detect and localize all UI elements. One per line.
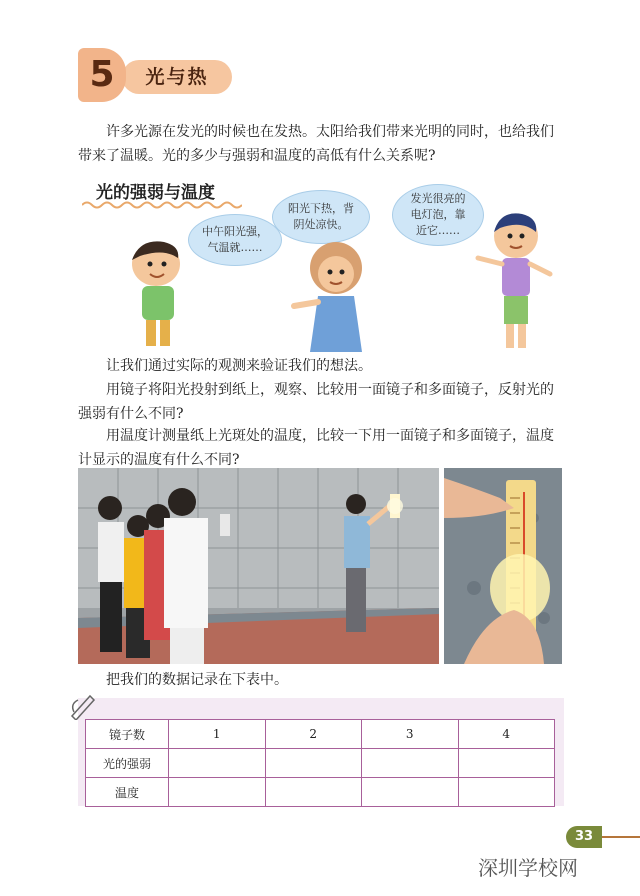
bubble-middle-line-2: 阴处凉快。 bbox=[293, 218, 349, 231]
watermark: 深圳学校网 bbox=[478, 856, 578, 880]
table-cell bbox=[362, 778, 459, 807]
paragraph-1: 让我们通过实际的观测来验证我们的想法。 bbox=[106, 358, 372, 374]
table-col-3: 3 bbox=[362, 720, 459, 749]
bubble-middle-line-1: 阳光下热，背 bbox=[288, 202, 354, 215]
intro-line-2: 带来了温暖。光的多少与强弱和温度的高低有什么关系呢? bbox=[78, 148, 436, 164]
intro-line-1: 许多光源在发光的时候也在发热。太阳给我们带来光明的同时，也给我们 bbox=[106, 124, 554, 140]
table-col-2: 2 bbox=[265, 720, 362, 749]
table-cell bbox=[362, 749, 459, 778]
page-number: 33 bbox=[566, 826, 602, 848]
paragraph-3-line-2: 计显示的温度有什么不同? bbox=[78, 452, 240, 468]
table-header-row bbox=[86, 720, 555, 749]
table-row bbox=[86, 749, 555, 778]
paragraph-3-line-1: 用温度计测量纸上光斑处的温度，比较一下用一面镜子和多面镜子，温度 bbox=[106, 428, 554, 444]
speech-bubble-middle bbox=[272, 190, 370, 244]
photo-children-mirror-experiment bbox=[78, 468, 439, 664]
cartoon-boy-right-illustration bbox=[470, 208, 560, 354]
page-number-line bbox=[600, 836, 640, 838]
table-col-4: 4 bbox=[458, 720, 555, 749]
data-table bbox=[85, 719, 555, 807]
paragraph-2-line-2: 强弱有什么不同? bbox=[78, 406, 184, 422]
pencil-clip-icon bbox=[68, 690, 98, 720]
section-title: 光的强弱与温度 bbox=[96, 183, 215, 203]
bubble-left-line-1: 中午阳光强， bbox=[202, 225, 268, 238]
speech-bubble-left bbox=[188, 214, 282, 266]
table-col-1: 1 bbox=[169, 720, 266, 749]
intro-paragraph bbox=[78, 120, 564, 168]
bubble-left-line-2: 气温就…… bbox=[207, 241, 263, 254]
table-cell bbox=[265, 778, 362, 807]
table-row-label-temperature: 温度 bbox=[86, 778, 169, 807]
table-cell bbox=[458, 778, 555, 807]
table-header-label: 镜子数 bbox=[86, 720, 169, 749]
table-row bbox=[86, 778, 555, 807]
bubble-right-line-2: 电灯泡，靠 bbox=[410, 208, 466, 221]
cartoon-girl-middle-illustration bbox=[290, 240, 380, 352]
bubble-right-line-3: 近它…… bbox=[416, 224, 460, 237]
table-row-label-strength: 光的强弱 bbox=[86, 749, 169, 778]
bubble-right-line-1: 发光很亮的 bbox=[410, 192, 466, 205]
table-cell bbox=[169, 749, 266, 778]
wavy-underline-icon bbox=[82, 200, 242, 210]
chapter-number: 5 bbox=[78, 48, 126, 102]
paragraph-2-line-1: 用镜子将阳光投射到纸上，观察、比较用一面镜子和多面镜子，反射光的 bbox=[106, 382, 554, 398]
cartoon-boy-left-illustration bbox=[120, 238, 200, 354]
table-cell bbox=[265, 749, 362, 778]
table-cell bbox=[458, 749, 555, 778]
chapter-title: 光与热 bbox=[122, 60, 232, 94]
paragraph-2 bbox=[78, 378, 564, 426]
paragraph-4: 把我们的数据记录在下表中。 bbox=[106, 672, 288, 688]
table-cell bbox=[169, 778, 266, 807]
photo-thermometer-light-spot bbox=[444, 468, 562, 664]
paragraph-3 bbox=[78, 424, 564, 472]
